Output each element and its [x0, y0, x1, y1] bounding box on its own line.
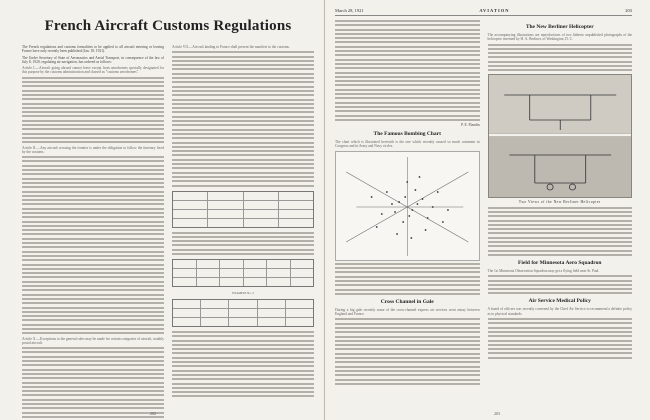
left-column — [22, 45, 164, 420]
body-text-block-12 — [488, 275, 633, 294]
body-text-block-13 — [488, 318, 633, 359]
body-text-block-4 — [172, 51, 314, 186]
minnesota-title: Field for Minnesota Aero Squadron — [518, 259, 602, 266]
customs-form-table — [172, 191, 314, 228]
helicopter-photo — [488, 74, 633, 198]
page-number: 203 — [494, 411, 500, 416]
bombing-chart-text: The chart which is illustrated herewith is the one which recently caused so much comment in Congress and in Army and Navy circles. — [335, 140, 480, 149]
helicopter-text: The accompanying illustrations are reproductions of two hitherto unpublished photographs of the helicopter invented by H. A. Berliner, of Washington, D. C. — [487, 33, 632, 42]
helicopter-photo-drawing — [489, 75, 632, 197]
article-7: Article VII.—Aircraft landing in France shall present the manifest to the customs. — [172, 45, 290, 49]
body-text-block-10 — [488, 44, 633, 72]
minnesota-text: The 1st Minnesota Observation Squadron may get a flying field near St. Paul. — [487, 268, 600, 273]
article-1: Article I.—Aircraft going abroad cannot leave except from aerodromes specially designated for this purpose by the customs administration and classed as "customs aerodromes". — [22, 66, 164, 75]
masthead: AVIATION — [479, 8, 510, 13]
bombing-chart-figure — [335, 151, 480, 261]
right-page-left-column — [335, 20, 480, 387]
gale-text: During a big gale recently some of the cross-channel express air services went astray between England and France. — [335, 307, 480, 317]
signature: P. E. Flandin — [461, 123, 480, 128]
body-text-block-7 — [335, 20, 480, 121]
customs-form-table-2 — [172, 259, 314, 287]
header-page-number: 203 — [625, 8, 632, 13]
helicopter-title: The New Berliner Helicopter — [525, 24, 594, 30]
helicopter-caption: Two Views of the New Berliner Helicopter — [518, 199, 601, 204]
right-page — [325, 0, 650, 420]
body-text-block-2 — [22, 156, 164, 334]
intro-paragraph: The French regulations and customs formalities to be applied to all aircraft entering or leaving France have only recently been published (Jan. 18, 1921). — [22, 45, 164, 54]
gale-title: Cross Channel in Gale — [380, 298, 434, 305]
right-page-right-column — [488, 20, 633, 387]
body-text-block-6 — [172, 331, 314, 397]
body-text-block-3 — [22, 347, 164, 420]
body-text-block-5 — [172, 232, 314, 255]
bombing-chart-title: The Famous Bombing Chart — [373, 131, 441, 138]
article-2: Article II.—Any aircraft crossing the frontier is under the obligation to follow the itinerary fixed by the customs. — [22, 145, 164, 154]
body-text-block-11 — [488, 207, 633, 256]
page-number: 202 — [150, 411, 156, 416]
customs-form-table-3 — [172, 299, 314, 327]
body-text-block-9 — [335, 318, 480, 384]
order-paragraph: The Under Secretary of State of Aeronautics and Aerial Transport, in consequence of the law of July 8, 1920, regulating air navigation, has ordered as follows: — [22, 55, 164, 64]
example-caption: EXAMPLE No. 2 — [232, 290, 254, 295]
article-10: Article X.—Exceptions to the general rules may be made for certain categories of aircraft, notably postal aircraft. — [22, 336, 164, 345]
running-header — [335, 8, 632, 16]
medical-title: Air Service Medical Policy — [528, 298, 591, 305]
medical-text: A board of officers was recently convened by the Chief Air Service to recommend a definite policy as to physical standards. — [487, 307, 632, 316]
right-column — [172, 45, 314, 420]
bombing-chart-drawing — [336, 152, 479, 260]
issue-date: March 28, 1921 — [335, 8, 364, 13]
body-text-block-8 — [335, 263, 480, 295]
article-title: French Aircraft Customs Regulations — [44, 18, 292, 34]
body-text-block — [22, 77, 164, 143]
